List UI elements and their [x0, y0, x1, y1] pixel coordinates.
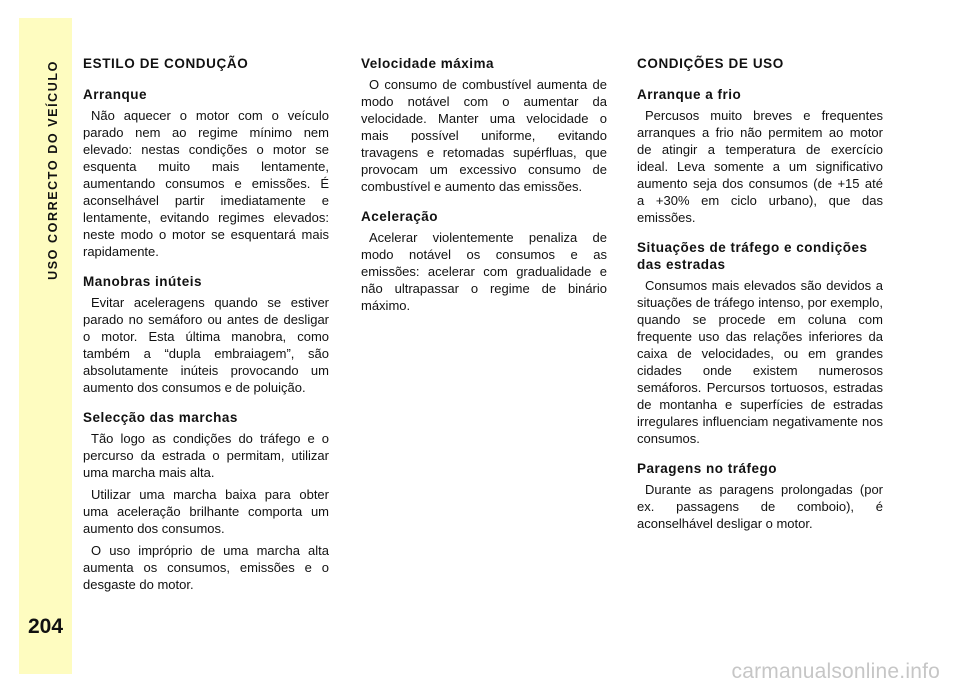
- paragraph: O uso impróprio de uma marcha alta aumenta os consumos, emissões e o desgaste do motor.: [83, 543, 329, 592]
- paragraph: Consumos mais elevados são devidos a situações de tráfego intenso, por exemplo, quando se procede em coluna com frequente uso das relações inferiores da caixa de velocidades, ou em grandes cidades onde existem numerosos semáforos. Percursos tortuosos, estradas de montanha e superfícies de estradas irregulares influenciam negativamente nos consumos.: [637, 278, 883, 446]
- section-title-arranque-frio: Arranque a frio: [637, 87, 742, 102]
- paragraph: Durante as paragens prolongadas (por ex. passagens de comboio), é aconselhável desligar o motor.: [637, 482, 883, 531]
- paragraph: Tão logo as condições do tráfego e o percurso da estrada o permitam, utilizar uma marcha mais alta.: [83, 431, 329, 480]
- column-3: [637, 55, 883, 545]
- paragraph: Não aquecer o motor com o veículo parado nem ao regime mínimo nem elevado: nestas condições o motor se esquenta muito mais lentamente, aumentando consumos e emissões. É aconselhável partir imediatamente e lentamente, evitando regimes elevados: neste modo o motor se esquentará mais rapidamente.: [83, 108, 329, 259]
- column-2: [361, 55, 607, 327]
- paragraph: Evitar aceleragens quando se estiver parado no semáforo ou antes de desligar o motor. Esta última manobra, como também a “dupla embraiagem”, são absolutamente inúteis provocando um aumento dos consumos e de poluição.: [83, 295, 329, 395]
- watermark: carmanualsonline.info: [731, 660, 940, 683]
- section-title-manobras: Manobras inúteis: [83, 274, 203, 289]
- paragraph: Percusos muito breves e frequentes arranques a frio não permitem ao motor de atingir a temperatura de exercício ideal. Leva somente a um significativo aumento seja dos consumos (de +15 até a +30% em ciclo urbano), que das emissões.: [637, 108, 883, 225]
- section-arranque-frio: [637, 86, 883, 226]
- section-title-arranque: Arranque: [83, 87, 148, 102]
- section-title: USO CORRECTO DO VEÍCULO: [46, 60, 60, 280]
- section-paragens: [637, 460, 883, 532]
- paragraph: O consumo de combustível aumenta de modo notável com o aumentar da velocidade. Manter uma velocidade o mais possível uniforme, evitando travagens e retomadas supérfluas, que provocam um excessivo consumo de combustível e aumento das emissões.: [361, 77, 607, 194]
- section-title-aceleracao: Aceleração: [361, 209, 439, 224]
- column-1: [83, 55, 329, 606]
- section-title-paragens: Paragens no tráfego: [637, 461, 778, 476]
- section-manobras: [83, 273, 329, 396]
- paragraph: Acelerar violentemente penaliza de modo notável os consumos e as emissões: acelerar com gradualidade e não ultrapassar o regime de binário máximo.: [361, 230, 607, 313]
- section-seleccao: [83, 409, 329, 593]
- section-trafego: [637, 239, 883, 447]
- section-velocidade: [361, 55, 607, 195]
- section-arranque: [83, 86, 329, 260]
- section-title-seleccao: Selecção das marchas: [83, 410, 238, 425]
- section-aceleracao: [361, 208, 607, 314]
- section-title-velocidade: Velocidade máxima: [361, 56, 495, 71]
- section-title-trafego: Situações de tráfego e condições das estradas: [637, 240, 868, 272]
- page-number: 204: [28, 615, 64, 638]
- heading-usage-conditions: CONDIÇÕES DE USO: [637, 56, 784, 71]
- heading-driving-style: ESTILO DE CONDUÇÃO: [83, 56, 249, 71]
- paragraph: Utilizar uma marcha baixa para obter uma aceleração brilhante comporta um aumento dos consumos.: [83, 487, 329, 536]
